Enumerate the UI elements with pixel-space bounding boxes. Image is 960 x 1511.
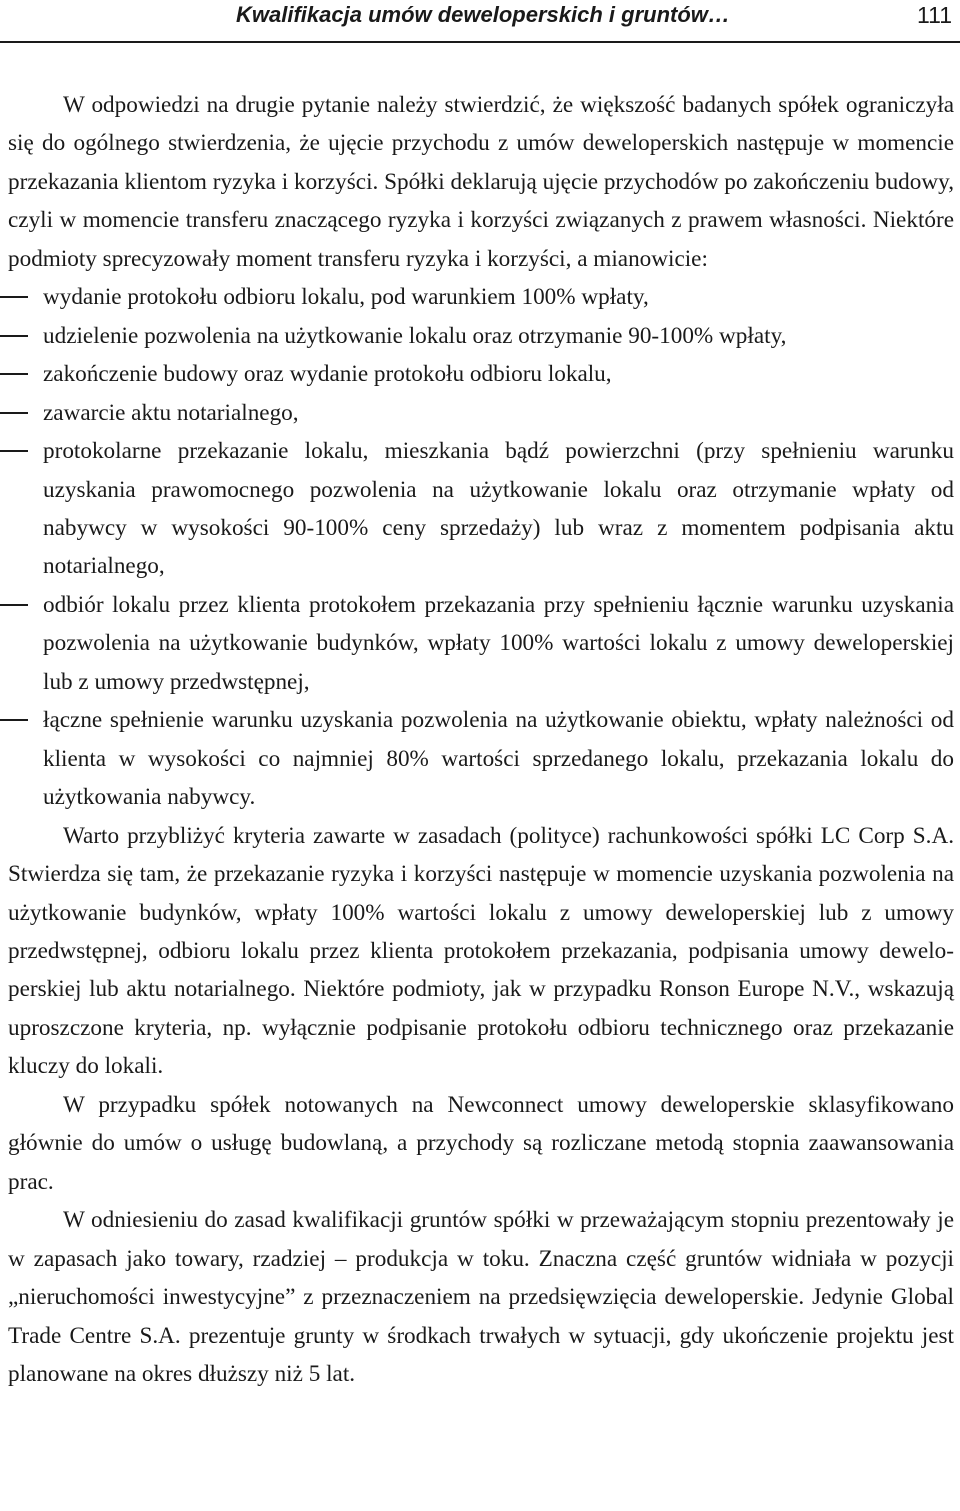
list-item-text: udzielenie pozwolenia na użytkowanie lokalu oraz otrzymanie 90-100% wpłaty, (43, 322, 787, 349)
dash-bullet-icon (0, 450, 28, 452)
page-header (0, 0, 960, 44)
list-item (8, 355, 954, 393)
list-item-text: protokolarne przekazanie lokalu, mieszkania bądź powierzchni (przy spełnieniu warunku uzyskania prawomocnego pozwolenia na użytkowanie lokalu oraz otrzymanie wpłaty od nabywcy w wysokości 90-100% ceny sprzedaży) lub wraz z momentem podpisania aktu notarialnego, (43, 438, 954, 580)
paragraph-2: Warto przybliżyć kryteria zawarte w zasadach (polityce) rachunkowości spółki LC Corp S.A. Stwierdza się tam, że przekazanie ryzyka i korzyści następuje w momencie uzyskania pozwolenia na użytkowanie budynków, wpłaty 100% wartości lokalu z umowy deweloperskiej lub z umowy przedwstępnej, odbioru lokalu przez klienta protokołem przekazania, podpisania umowy deweloperskiej lub aktu notarialnego. Niektóre podmioty, jak w przypadku Ronson Europe N.V., wskazują uproszczone kryteria, np. wyłącznie podpisanie protokołu odbioru technicznego oraz przekazanie kluczy do lokali. (8, 822, 954, 1080)
dash-bullet-icon (0, 719, 28, 721)
list-item (8, 394, 954, 432)
list-item (8, 586, 954, 701)
list-item-text: odbiór lokalu przez klienta protokołem przekazania przy spełnieniu łącznie warunku uzyskania pozwolenia na użytkowanie budynków, wpłaty 100% wartości lokalu z umowy deweloperskiej lub z umowy przedwstępnej, (43, 591, 954, 695)
header-rule (0, 41, 960, 43)
list-item (8, 278, 954, 316)
list-item-text: wydanie protokołu odbioru lokalu, pod warunkiem 100% wpłaty, (43, 284, 649, 311)
dash-bullet-icon (0, 412, 28, 414)
list-item (8, 432, 954, 586)
list-item-text: zawarcie aktu notarialnego, (43, 399, 299, 426)
running-title: Kwalifikacja umów deweloperskich i gruntów… (236, 2, 730, 27)
criteria-list (8, 278, 954, 816)
body-text (8, 86, 954, 1393)
paragraph-4: W odniesieniu do zasad kwalifikacji gruntów spółki w przeważającym stopniu prezentowały je w zapasach jako towary, rzadziej – produkcja w toku. Znaczna część gruntów widniała w pozycji „nieruchomości inwestycyjne” z przeznaczeniem na przedsięwzięcia deweloperskie. Jedynie Global Trade Centre S.A. prezentuje grunty w środkach trwałych w sytuacji, gdy ukończenie projektu jest planowane na okres dłuższy niż 5 lat. (8, 1207, 954, 1387)
list-item (8, 317, 954, 355)
list-item-text: łączne spełnienie warunku uzyskania pozwolenia na użytkowanie obiektu, wpłaty należności od klienta w wysokości co najmniej 80% wartości sprzedanego lokalu, przekazania lokalu do użytkowania nabywcy. (43, 707, 954, 811)
paragraph-1: W odpowiedzi na drugie pytanie należy stwierdzić, że większość badanych spółek ograniczyła się do ogólnego stwierdzenia, że ujęcie przychodu z umów deweloperskich następuje w momencie przekazania klientom ryzyka i korzyści. Spółki deklarują ujęcie przychodów po zakończeniu budowy, czyli w momencie transferu znaczącego ryzyka i korzyści związanych z prawem własności. Niektóre podmioty sprecyzowały moment transferu ryzyka i korzyści, a mianowicie: (8, 92, 954, 272)
dash-bullet-icon (0, 373, 28, 375)
list-item (8, 701, 954, 816)
paragraph-3: W przypadku spółek notowanych na Newconnect umowy deweloperskie sklasyfikowano głównie do umów o usługę budowlaną, a przychody są rozliczane metodą stopnia zaawansowania prac. (8, 1091, 954, 1195)
list-item-text: zakończenie budowy oraz wydanie protokołu odbioru lokalu, (43, 361, 612, 388)
dash-bullet-icon (0, 296, 28, 298)
dash-bullet-icon (0, 604, 28, 606)
dash-bullet-icon (0, 335, 28, 337)
page-number: 111 (917, 2, 952, 28)
